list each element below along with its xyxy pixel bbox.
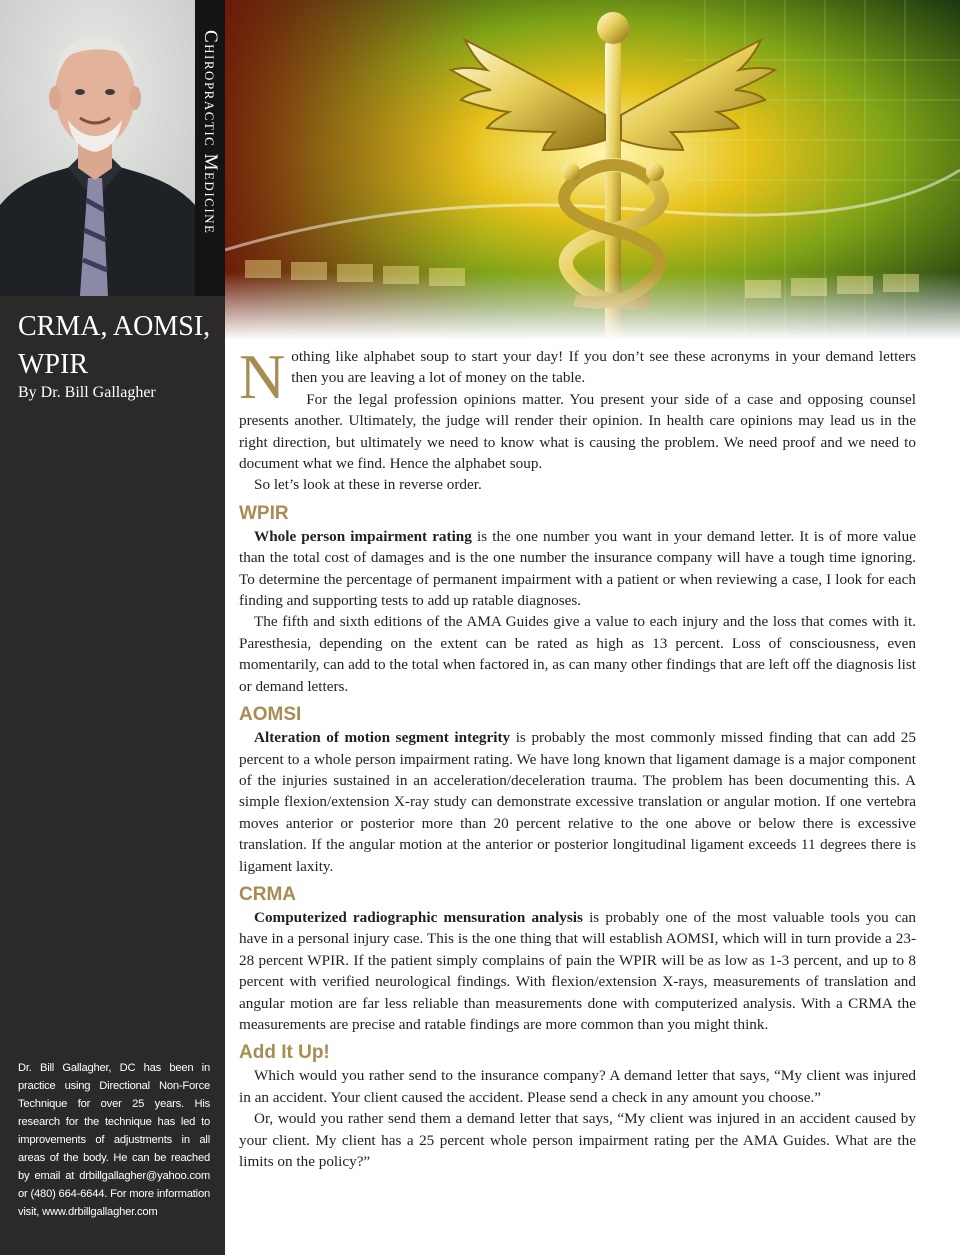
sidebar [0,0,225,1255]
intro-paragraph: So let’s look at these in reverse order. [254,476,482,494]
wpir-paragraph: Whole person impairment rating is the one number you want in your demand letter. It is of more value than the total cost of damages and is the one number the insurance company will have a tough time ignoring. To determine the percentage of permanent impairment with a patient or when reviewing a case, I look for each finding and supporting tests to add up ratable diagnoses. [239,527,916,610]
drop-cap: N [239,341,286,412]
article-body [239,341,916,1172]
heading-aomsi: AOMSI [239,704,302,726]
wpir-paragraph: The fifth and sixth editions of the AMA Guides give a value to each injury and the loss that comes with it. Paresthesia, depending on the extent can be rated as high as 13 percent. Loss of consciousness, even momentarily, can add to the total when factored in, as can many other findings that are left off the diagnosis list or demand letters. [239,613,916,695]
author-portrait-icon [0,0,195,296]
aomsi-paragraph: Alteration of motion segment integrity is probably the most commonly missed finding that can add 25 percent to a whole person impairment rating. We have long known that ligament damage is a major component of the injuries sustained in an acceleration/deceleration trauma. The problem has been documenting this. A simple flexion/extension X-ray study can demonstrate excessive translation or angular motion. If one vertebra moves anterior or posterior more than 20 percent relative to the one above or below there is excessive translation. If the angular motion at the anterior or posterior longitudinal ligament exceeds 11 degrees there is ligament laxity. [239,729,916,875]
caduceus-icon [225,0,960,340]
intro-paragraph: For the legal profession opinions matter. You present your side of a case and opposing counsel presents another. Ultimately, the judge will render their opinion. In health care opinions may lead us in the right direction, but ultimately we need to know what is causing the problem. We need proof and we need to document what we find. Hence the alphabet soup. [239,390,916,473]
heading-add-it-up: Add It Up! [239,1042,330,1064]
author-photo [0,0,195,296]
heading-wpir: WPIR [239,502,289,524]
addup-paragraph: Which would you rather send to the insurance company? A demand letter that says, “My client was injured in an accident. Your client caused the accident. Please send a check in any amount you choose.” [239,1067,916,1106]
intro-paragraph: Nothing like alphabet soup to start your day! If you don’t see these acronyms in your demand letters then you are leaving a lot of money on the table. [239,341,916,412]
crma-paragraph: Computerized radiographic mensuration analysis is probably one of the most valuable tools you can have in a personal injury case. This is the one thing that will establish AOMSI, which will in turn provide a 23-28 percent WPIR. If the patient simply complains of pain the WPIR will be as low as 1-3 percent, and up to 8 percent with verified neurological findings. With flexion/extension X-rays, measurements of translation and angular motion are far less reliable than measurements done with computerized analysis. With a CRMA the measurements are precise and ratable findings are more common than you might think. [239,908,916,1033]
heading-crma: CRMA [239,883,296,905]
section-label-strip [195,0,225,296]
hero-banner [225,0,960,340]
article-title: CRMA, AOMSI, WPIR [18,311,211,380]
addup-paragraph: Or, would you rather send them a demand letter that says, “My client was injured in an accident caused by your client. My client has a 25 percent whole person impairment rating per the AMA Guides. What are the limits on the policy?” [239,1110,916,1170]
author-bio: Dr. Bill Gallagher, DC has been in practice using Directional Non-Force Technique for over 25 years. His research for the technique has led to improvements of adjustments in all areas of the body. He can be reached by email at drbillgallagher@yahoo.com or (480) 664-6644. For more information visit, www.drbillgallagher.com [18,1062,210,1218]
byline: By Dr. Bill Gallagher [18,384,156,401]
section-label: Chiropractic Medicine [200,30,221,235]
